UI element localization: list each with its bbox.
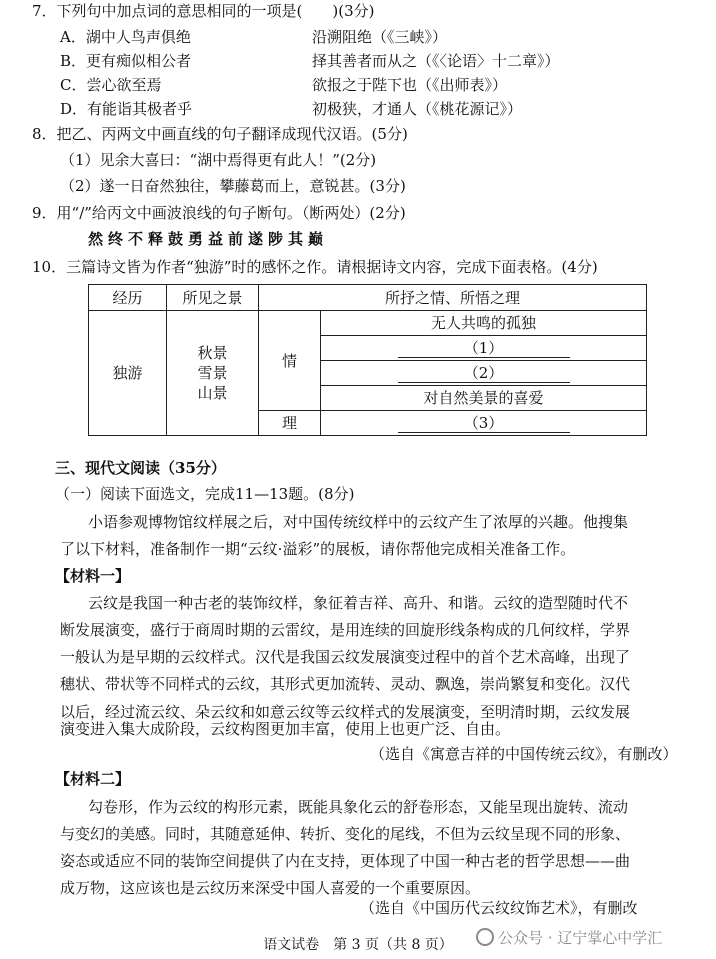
q7-option-c-left: C．尝心欲至焉 bbox=[60, 76, 162, 94]
qing-row-1: 无人共鸣的孤独 bbox=[321, 311, 647, 336]
li-row[interactable] bbox=[321, 411, 647, 436]
q9-stem: 9．用“/”给丙文中画波浪线的句子断句。（断两处）(2分) bbox=[32, 204, 406, 222]
cell-qing-label: 情 bbox=[259, 311, 321, 411]
q8-item-2: （2）遂一日奋然独往，攀藤葛而上，意锐甚。(3分) bbox=[60, 177, 406, 195]
material1-line-4: 穗状、带状等不同样式的云纹，其形式更加流转、灵动、飘逸，崇尚繁复和变化。汉代 bbox=[60, 675, 631, 693]
q7-option-b-left: B．更有痴似相公者 bbox=[60, 52, 192, 70]
material2-line-4: 成万物，这应该也是云纹历来深受中国人喜爱的一个重要原因。 bbox=[60, 879, 481, 897]
material2-line-1: 勾卷形，作为云纹的构形元素，既能具象化云的舒卷形态，又能呈现出旋转、流动 bbox=[88, 798, 629, 816]
material1-line-3: 一般认为是早期的云纹样式。汉代是我国云纹发展演变过程中的首个艺术高峰，出现了 bbox=[60, 648, 631, 666]
scene-autumn: 秋景 bbox=[197, 344, 228, 362]
material1-line-1: 云纹是我国一种古老的装饰纹样，象征着吉祥、高升、和谐。云纹的造型随时代不 bbox=[88, 594, 629, 612]
scene-mountain: 山景 bbox=[197, 384, 228, 402]
qing-row-3[interactable] bbox=[321, 361, 647, 386]
material1-source: （选自《寓意吉祥的中国传统云纹》，有删改） bbox=[370, 745, 678, 763]
cell-experience: 独游 bbox=[89, 311, 167, 436]
material2-title: 【材料二】 bbox=[55, 770, 131, 788]
material1-line-6: 演变进入集大成阶段，云纹构图更加丰富，使用上也更广泛、自由。 bbox=[60, 720, 511, 738]
wechat-icon bbox=[476, 928, 494, 946]
header-feeling-reason: 所抒之情、所悟之理 bbox=[259, 285, 647, 311]
q10-answer-table bbox=[88, 284, 647, 436]
qing-row-4: 对自然美景的喜爱 bbox=[321, 386, 647, 411]
q8-item-1: （1）见余大喜曰：“湖中焉得更有此人！”(2分) bbox=[60, 151, 377, 169]
cell-scenes bbox=[167, 311, 259, 436]
intro-line-1: 小语参观博物馆纹样展之后，对中国传统纹样中的云纹产生了浓厚的兴趣。他搜集 bbox=[88, 513, 629, 531]
material2-line-2: 与变幻的美感。同时，其随意延伸、转折、变化的尾线，不但为云纹呈现不同的形象、 bbox=[60, 825, 631, 843]
intro-line-2: 了以下材料，准备制作一期“云纹·溢彩”的展板，请你帮他完成相关准备工作。 bbox=[60, 540, 576, 558]
material1-line-5: 以后，经过流云纹、朵云纹和如意云纹等云纹样式的发展演变，至明清时期，云纹发展 bbox=[60, 703, 631, 721]
q7-option-d-left: D．有能诣其极者乎 bbox=[60, 100, 193, 118]
section3-title: 三、现代文阅读（35分） bbox=[55, 459, 226, 477]
q7-option-d-right: 初极狭，才通人（《桃花源记》） bbox=[312, 100, 523, 118]
q7-option-a-right: 沿溯阻绝（《三峡》） bbox=[312, 28, 448, 46]
material2-line-3: 姿态或适应不同的装饰空间提供了内在支持，更体现了中国一种古老的哲学思想——曲 bbox=[60, 852, 631, 870]
q7-option-b-right: 择其善者而从之（《〈论语〉十二章》） bbox=[312, 52, 560, 70]
qing-row-2[interactable] bbox=[321, 336, 647, 361]
header-scenery: 所见之景 bbox=[167, 285, 259, 311]
page-footer: 语文试卷 第 3 页（共 8 页） bbox=[263, 937, 453, 953]
header-experience: 经历 bbox=[89, 285, 167, 311]
q7-option-a-left: A．湖中人鸟声俱绝 bbox=[60, 28, 191, 46]
blank-3[interactable]: （3） bbox=[398, 414, 570, 433]
cell-li-label: 理 bbox=[259, 411, 321, 436]
material2-source: （选自《中国历代云纹纹饰艺术》，有删改 bbox=[360, 899, 638, 917]
q10-stem: 10．三篇诗文皆为作者“独游”时的感怀之作。请根据诗文内容，完成下面表格。(4分) bbox=[32, 258, 598, 276]
blank-2[interactable]: （2） bbox=[398, 364, 570, 383]
blank-1[interactable]: （1） bbox=[398, 339, 570, 358]
scene-snow: 雪景 bbox=[197, 364, 228, 382]
watermark-text: 公众号 · 辽宁掌心中学汇 bbox=[498, 929, 663, 947]
q8-stem: 8．把乙、丙两文中画直线的句子翻译成现代汉语。(5分) bbox=[32, 125, 408, 143]
section3-part1: （一）阅读下面选文，完成11—13题。(8分) bbox=[55, 485, 355, 503]
material1-title: 【材料一】 bbox=[55, 567, 131, 585]
watermark bbox=[476, 927, 662, 948]
material1-line-2: 断发展演变，盛行于商周时期的云雷纹，是用连续的回旋形线条构成的几何纹样，学界 bbox=[60, 621, 631, 639]
q9-sentence: 然终不释鼓勇益前遂陟其巅 bbox=[88, 230, 329, 248]
q7-option-c-right: 欲报之于陛下也（《出师表》） bbox=[312, 76, 508, 94]
q7-stem: 7．下列句中加点词的意思相同的一项是( )(3分) bbox=[32, 2, 375, 20]
